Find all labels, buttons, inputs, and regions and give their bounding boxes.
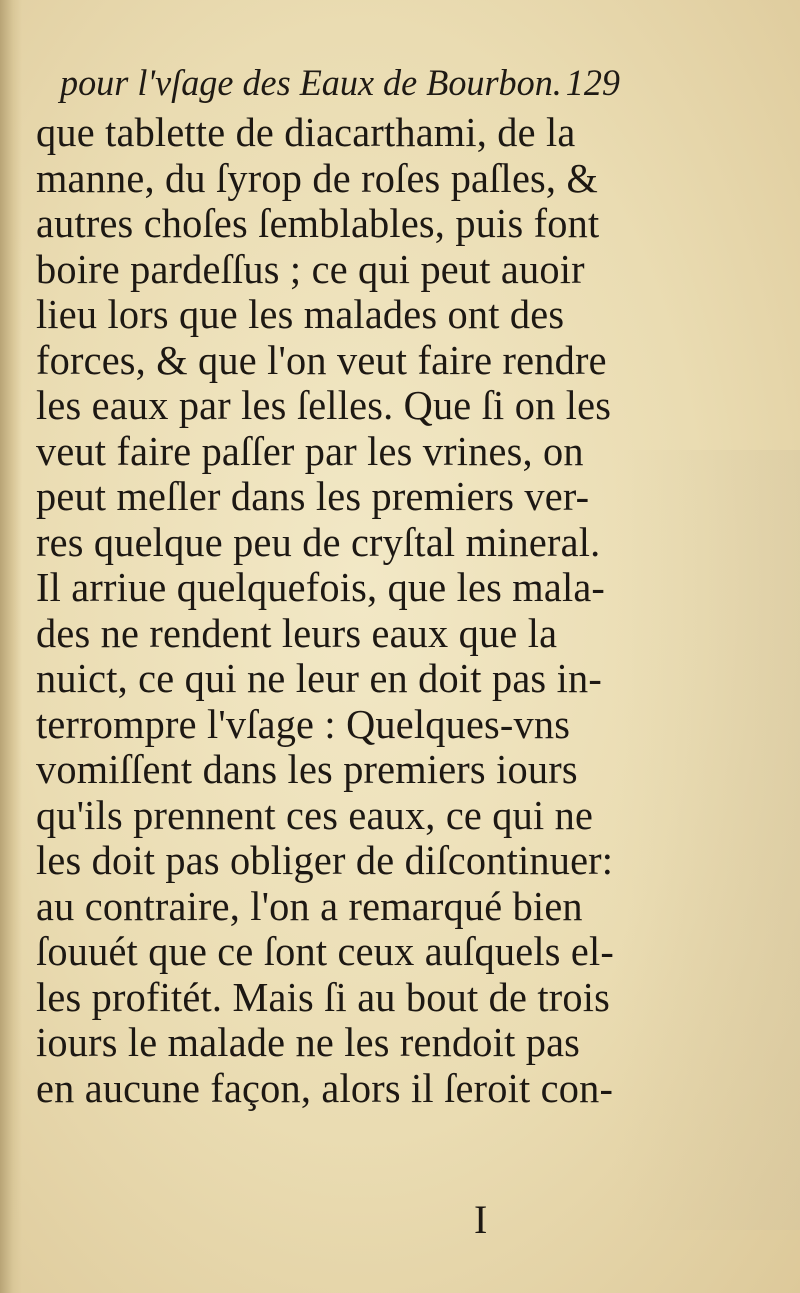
signature-mark: I [474, 1197, 488, 1242]
page-number: 129 [565, 63, 620, 104]
text-line: forces, & que l'on veut faire rendre [36, 336, 607, 383]
show-through-area [615, 450, 800, 1230]
text-line: ſouuét que ce ſont ceux auſquels el- [36, 928, 615, 974]
text-line: autres choſes ſemblables, puis font [36, 200, 600, 246]
text-line: qu'ils prennent ces eaux, ce qui ne [36, 791, 594, 838]
body-text [36, 110, 636, 1111]
running-title: pour l'vſage des Eaux de Bourbon. [60, 63, 562, 104]
text-line: res quelque peu de cryſtal mineral. [36, 518, 601, 565]
text-line: vomiſſent dans les premiers iours [36, 746, 578, 792]
page-gutter-shadow [0, 0, 22, 1293]
text-line: iours le malade ne les rendoit pas [36, 1019, 581, 1065]
text-line: lieu lors que les malades ont des [36, 291, 565, 337]
text-line: peut meſler dans les premiers ver- [36, 473, 590, 519]
text-line: des ne rendent leurs eaux que la [36, 609, 558, 656]
text-line: nuict, ce qui ne leur en doit pas in- [36, 655, 602, 701]
text-line: les eaux par les ſelles. Que ſi on les [36, 382, 612, 428]
text-line: les doit pas obliger de diſcontinuer: [36, 837, 614, 883]
text-line: boire pardeſſus ; ce qui peut auoir [36, 245, 585, 292]
text-line: veut faire paſſer par les vrines, on [36, 427, 584, 474]
text-line: les profitét. Mais ſi au bout de trois [36, 973, 611, 1020]
text-line: terrompre l'vſage : Quelques-vns [36, 700, 571, 747]
text-line: que tablette de diacarthami, de la [36, 109, 576, 155]
text-line: Il arriue quelquefois, que les mala- [36, 564, 606, 610]
text-line: manne, du ſyrop de roſes paſles, & [36, 154, 599, 201]
text-line: au contraire, l'on a remarqué bien [36, 882, 583, 929]
running-header [60, 62, 620, 112]
text-line: en aucune façon, alors il ſeroit con- [36, 1064, 614, 1111]
